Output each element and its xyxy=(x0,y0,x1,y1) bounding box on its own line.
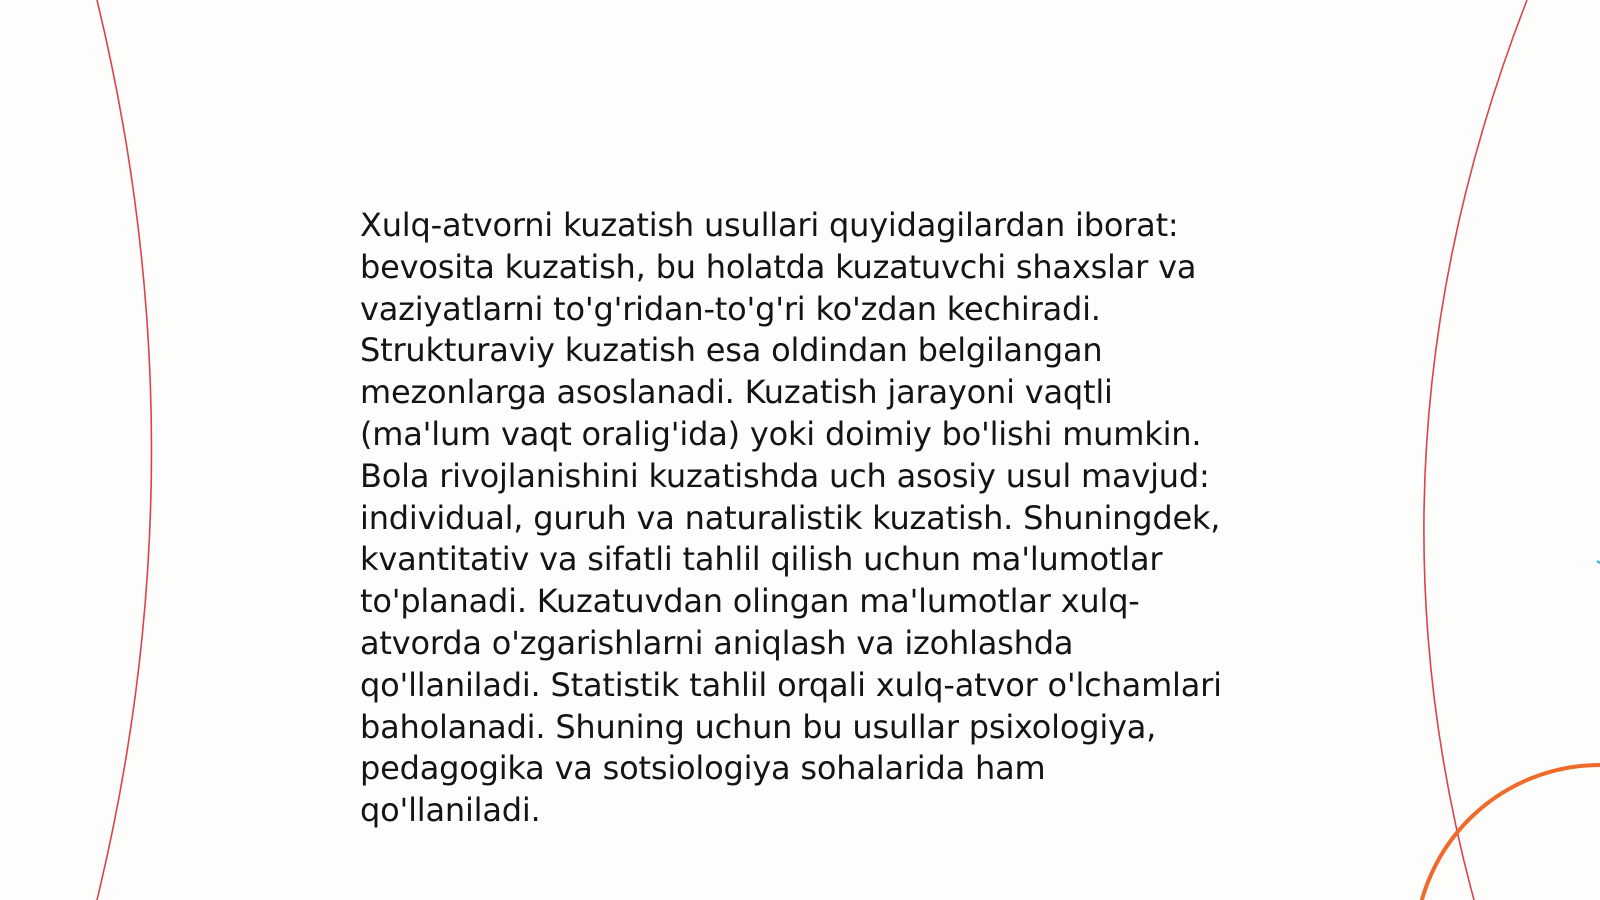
paragraph-line: individual, guruh va naturalistik kuzatish. Shuningdek, xyxy=(360,498,1221,537)
orange-arc xyxy=(1415,765,1600,900)
paragraph-line: Xulq-atvorni kuzatish usullari quyidagilardan iborat: xyxy=(360,206,1179,244)
paragraph-line: kvantitativ va sifatli tahlil qilish uchun ma'lumotlar xyxy=(360,540,1163,579)
paragraph-line: qo'llaniladi. Statistik tahlil orqali xulq-atvor o'lchamlari xyxy=(360,665,1222,704)
paragraph-line: Bola rivojlanishini kuzatishda uch asosiy usul mavjud: xyxy=(360,456,1210,495)
paragraph-line: qo'llaniladi. xyxy=(360,791,541,830)
paragraph-line: Strukturaviy kuzatish esa oldindan belgilangan xyxy=(360,331,1103,370)
paragraph-line: baholanadi. Shuning uchun bu usullar psixologiya, xyxy=(360,707,1157,746)
left-curve-line xyxy=(97,0,152,900)
paragraph-line: atvorda o'zgarishlarni aniqlash va izohlashda xyxy=(360,623,1074,662)
paragraph-line: to'planadi. Kuzatuvdan olingan ma'lumotlar xulq- xyxy=(360,582,1140,621)
paragraph-line: vaziyatlarni to'g'ridan-to'g'ri ko'zdan kechiradi. xyxy=(360,289,1101,328)
paragraph-line: mezonlarga asoslanadi. Kuzatish jarayoni vaqtli xyxy=(360,373,1113,412)
right-curve-line xyxy=(1424,0,1527,900)
paragraph-line: (ma'lum vaqt oralig'ida) yoki doimiy bo'lishi mumkin. xyxy=(360,414,1202,453)
body-paragraph xyxy=(360,205,1260,832)
paragraph-line: bevosita kuzatish, bu holatda kuzatuvchi shaxslar va xyxy=(360,247,1197,286)
paragraph-line: pedagogika va sotsiologiya sohalarida ham xyxy=(360,749,1046,788)
